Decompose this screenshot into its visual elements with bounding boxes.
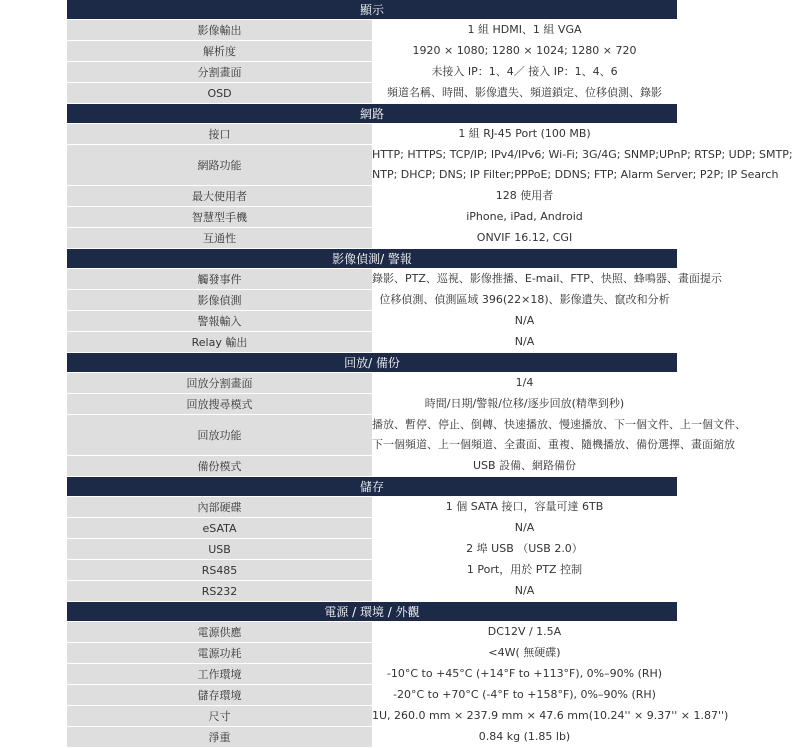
spec-label: 智慧型手機: [67, 207, 372, 228]
spec-row: [67, 706, 677, 727]
spec-value: [372, 664, 677, 685]
spec-value: [372, 394, 677, 415]
spec-value: [372, 62, 677, 83]
spec-value-line: 128 使用者: [495, 189, 554, 202]
spec-row: [67, 415, 677, 456]
spec-value: [372, 539, 677, 560]
spec-row: [67, 62, 677, 83]
section-header-row: [67, 353, 677, 373]
spec-label: 互通性: [67, 228, 372, 249]
section-title: 影像偵測/ 警報: [67, 249, 677, 269]
spec-label: 回放功能: [67, 415, 372, 456]
spec-row: [67, 727, 677, 748]
spec-row: [67, 311, 677, 332]
spec-value: [372, 145, 793, 186]
spec-value-line: 頻道名稱、時間、影像遺失、頻道鎖定、位移偵測、錄影: [387, 86, 662, 99]
spec-value: [372, 332, 677, 353]
spec-value-line: N/A: [514, 521, 535, 534]
spec-value-line: 1 組 HDMI、1 組 VGA: [467, 23, 582, 36]
spec-value: [372, 560, 677, 581]
spec-value: [372, 456, 677, 477]
spec-value: [372, 186, 677, 207]
spec-value-line: -10°C to +45°C (+14°F to +113°F), 0%–90% (RH): [386, 667, 663, 680]
spec-row: [67, 518, 677, 539]
spec-value: [372, 415, 746, 456]
spec-row: [67, 685, 677, 706]
spec-label: 尺寸: [67, 706, 372, 727]
spec-label: 電源供應: [67, 622, 372, 643]
spec-label: RS232: [67, 581, 372, 602]
spec-label: 分割畫面: [67, 62, 372, 83]
spec-value-line: 錄影、PTZ、巡視、影像推播、E-mail、FTP、快照、蜂鳴器、畫面提示: [372, 272, 722, 285]
spec-label: 工作環境: [67, 664, 372, 685]
spec-row: [67, 124, 677, 145]
spec-label: 淨重: [67, 727, 372, 748]
spec-value-line: USB 設備、網路備份: [472, 459, 577, 472]
spec-label: 回放分割畫面: [67, 373, 372, 394]
spec-value: [372, 643, 677, 664]
spec-value: [372, 269, 722, 290]
spec-row: [67, 83, 677, 104]
section-title: 儲存: [67, 477, 677, 497]
spec-value-line: N/A: [514, 584, 535, 597]
spec-value-line: DC12V / 1.5A: [487, 625, 562, 638]
spec-value: [372, 373, 677, 394]
section-title: 電源 / 環境 / 外觀: [67, 602, 677, 622]
spec-value: [372, 622, 677, 643]
section-header-row: [67, 249, 677, 269]
spec-value-line: 1/4: [515, 376, 534, 389]
spec-label: 備份模式: [67, 456, 372, 477]
spec-row: [67, 664, 677, 685]
spec-row: [67, 145, 677, 186]
spec-value-line: 1 個 SATA 接口，容量可達 6TB: [445, 500, 604, 513]
spec-label: 最大使用者: [67, 186, 372, 207]
spec-value-line: 未接入 IP：1、4／ 接入 IP：1、4、6: [431, 65, 618, 78]
spec-value-line: -20°C to +70°C (-4°F to +158°F), 0%–90% (RH): [393, 688, 656, 701]
spec-value: [372, 290, 677, 311]
spec-label: 接口: [67, 124, 372, 145]
spec-value: [372, 124, 677, 145]
spec-value-line: 1U, 260.0 mm × 237.9 mm × 47.6 mm(10.24'' × 9.37'' × 1.87''): [372, 709, 729, 722]
spec-value: [372, 518, 677, 539]
spec-value-line: iPhone, iPad, Android: [466, 210, 583, 223]
spec-label: OSD: [67, 83, 372, 104]
spec-label: 警報輸入: [67, 311, 372, 332]
spec-label: eSATA: [67, 518, 372, 539]
spec-row: [67, 456, 677, 477]
spec-label: 觸發事件: [67, 269, 372, 290]
spec-label: USB: [67, 539, 372, 560]
spec-value-line: 1920 × 1080; 1280 × 1024; 1280 × 720: [412, 44, 637, 57]
spec-label: 儲存環境: [67, 685, 372, 706]
spec-value-line: ONVIF 16.12, CGI: [476, 231, 573, 244]
spec-row: [67, 581, 677, 602]
spec-value: [372, 83, 677, 104]
spec-row: [67, 207, 677, 228]
spec-label: 回放搜尋模式: [67, 394, 372, 415]
spec-label: 電源功耗: [67, 643, 372, 664]
spec-row: [67, 539, 677, 560]
spec-value-line: NTP; DHCP; DNS; IP Filter;PPPoE; DDNS; FTP; Alarm Server; P2P; IP Search: [372, 168, 779, 181]
spec-row: [67, 20, 677, 41]
spec-row: [67, 269, 677, 290]
spec-value-line: N/A: [514, 335, 535, 348]
spec-row: [67, 332, 677, 353]
spec-value: [372, 20, 677, 41]
spec-row: [67, 622, 677, 643]
spec-row: [67, 394, 677, 415]
spec-value-line: 下一個頻道、上一個頻道、全畫面、重複、隨機播放、備份選擇、畫面縮放: [372, 438, 735, 451]
spec-value-line: 位移偵測、偵測區域 396(22×18)、影像遺失、竄改和分析: [379, 293, 670, 306]
spec-label: 影像偵測: [67, 290, 372, 311]
spec-value-line: 播放、暫停、停止、倒轉、快速播放、慢速播放、下一個文件、上一個文件、: [372, 418, 746, 431]
spec-value: [372, 497, 677, 518]
spec-value-line: <4W( 無硬碟): [488, 646, 561, 659]
spec-value: [372, 228, 677, 249]
spec-label: 解析度: [67, 41, 372, 62]
section-header-row: [67, 104, 677, 124]
spec-value-line: N/A: [514, 314, 535, 327]
spec-value: [372, 207, 677, 228]
spec-value: [372, 727, 677, 748]
section-title: 回放/ 備份: [67, 353, 677, 373]
spec-value-line: 1 Port，用於 PTZ 控制: [466, 563, 583, 576]
spec-value-line: 1 組 RJ-45 Port (100 MB): [458, 127, 591, 140]
spec-table: [67, 0, 793, 748]
spec-label: Relay 輸出: [67, 332, 372, 353]
spec-value: [372, 706, 729, 727]
section-header-row: [67, 602, 677, 622]
spec-row: [67, 643, 677, 664]
spec-row: [67, 373, 677, 394]
spec-value: [372, 581, 677, 602]
spec-value-line: 0.84 kg (1.85 lb): [478, 730, 571, 743]
section-title: 網路: [67, 104, 677, 124]
section-title: 顯示: [67, 0, 677, 20]
spec-row: [67, 290, 677, 311]
spec-label: 網路功能: [67, 145, 372, 186]
spec-row: [67, 560, 677, 581]
spec-row: [67, 497, 677, 518]
spec-row: [67, 228, 677, 249]
spec-value-line: 時間/日期/警報/位移/逐步回放(精準到秒): [424, 397, 625, 410]
spec-value: [372, 685, 677, 706]
spec-row: [67, 186, 677, 207]
spec-value-line: 2 埠 USB （USB 2.0）: [466, 542, 583, 555]
spec-row: [67, 41, 677, 62]
spec-label: 影像輸出: [67, 20, 372, 41]
spec-value-line: HTTP; HTTPS; TCP/IP; IPv4/IPv6; Wi-Fi; 3G/4G; SNMP;UPnP; RTSP; UDP; SMTP;: [372, 148, 793, 161]
section-header-row: [67, 0, 677, 20]
spec-value: [372, 311, 677, 332]
spec-label: 內部硬碟: [67, 497, 372, 518]
section-header-row: [67, 477, 677, 497]
spec-value: [372, 41, 677, 62]
spec-label: RS485: [67, 560, 372, 581]
